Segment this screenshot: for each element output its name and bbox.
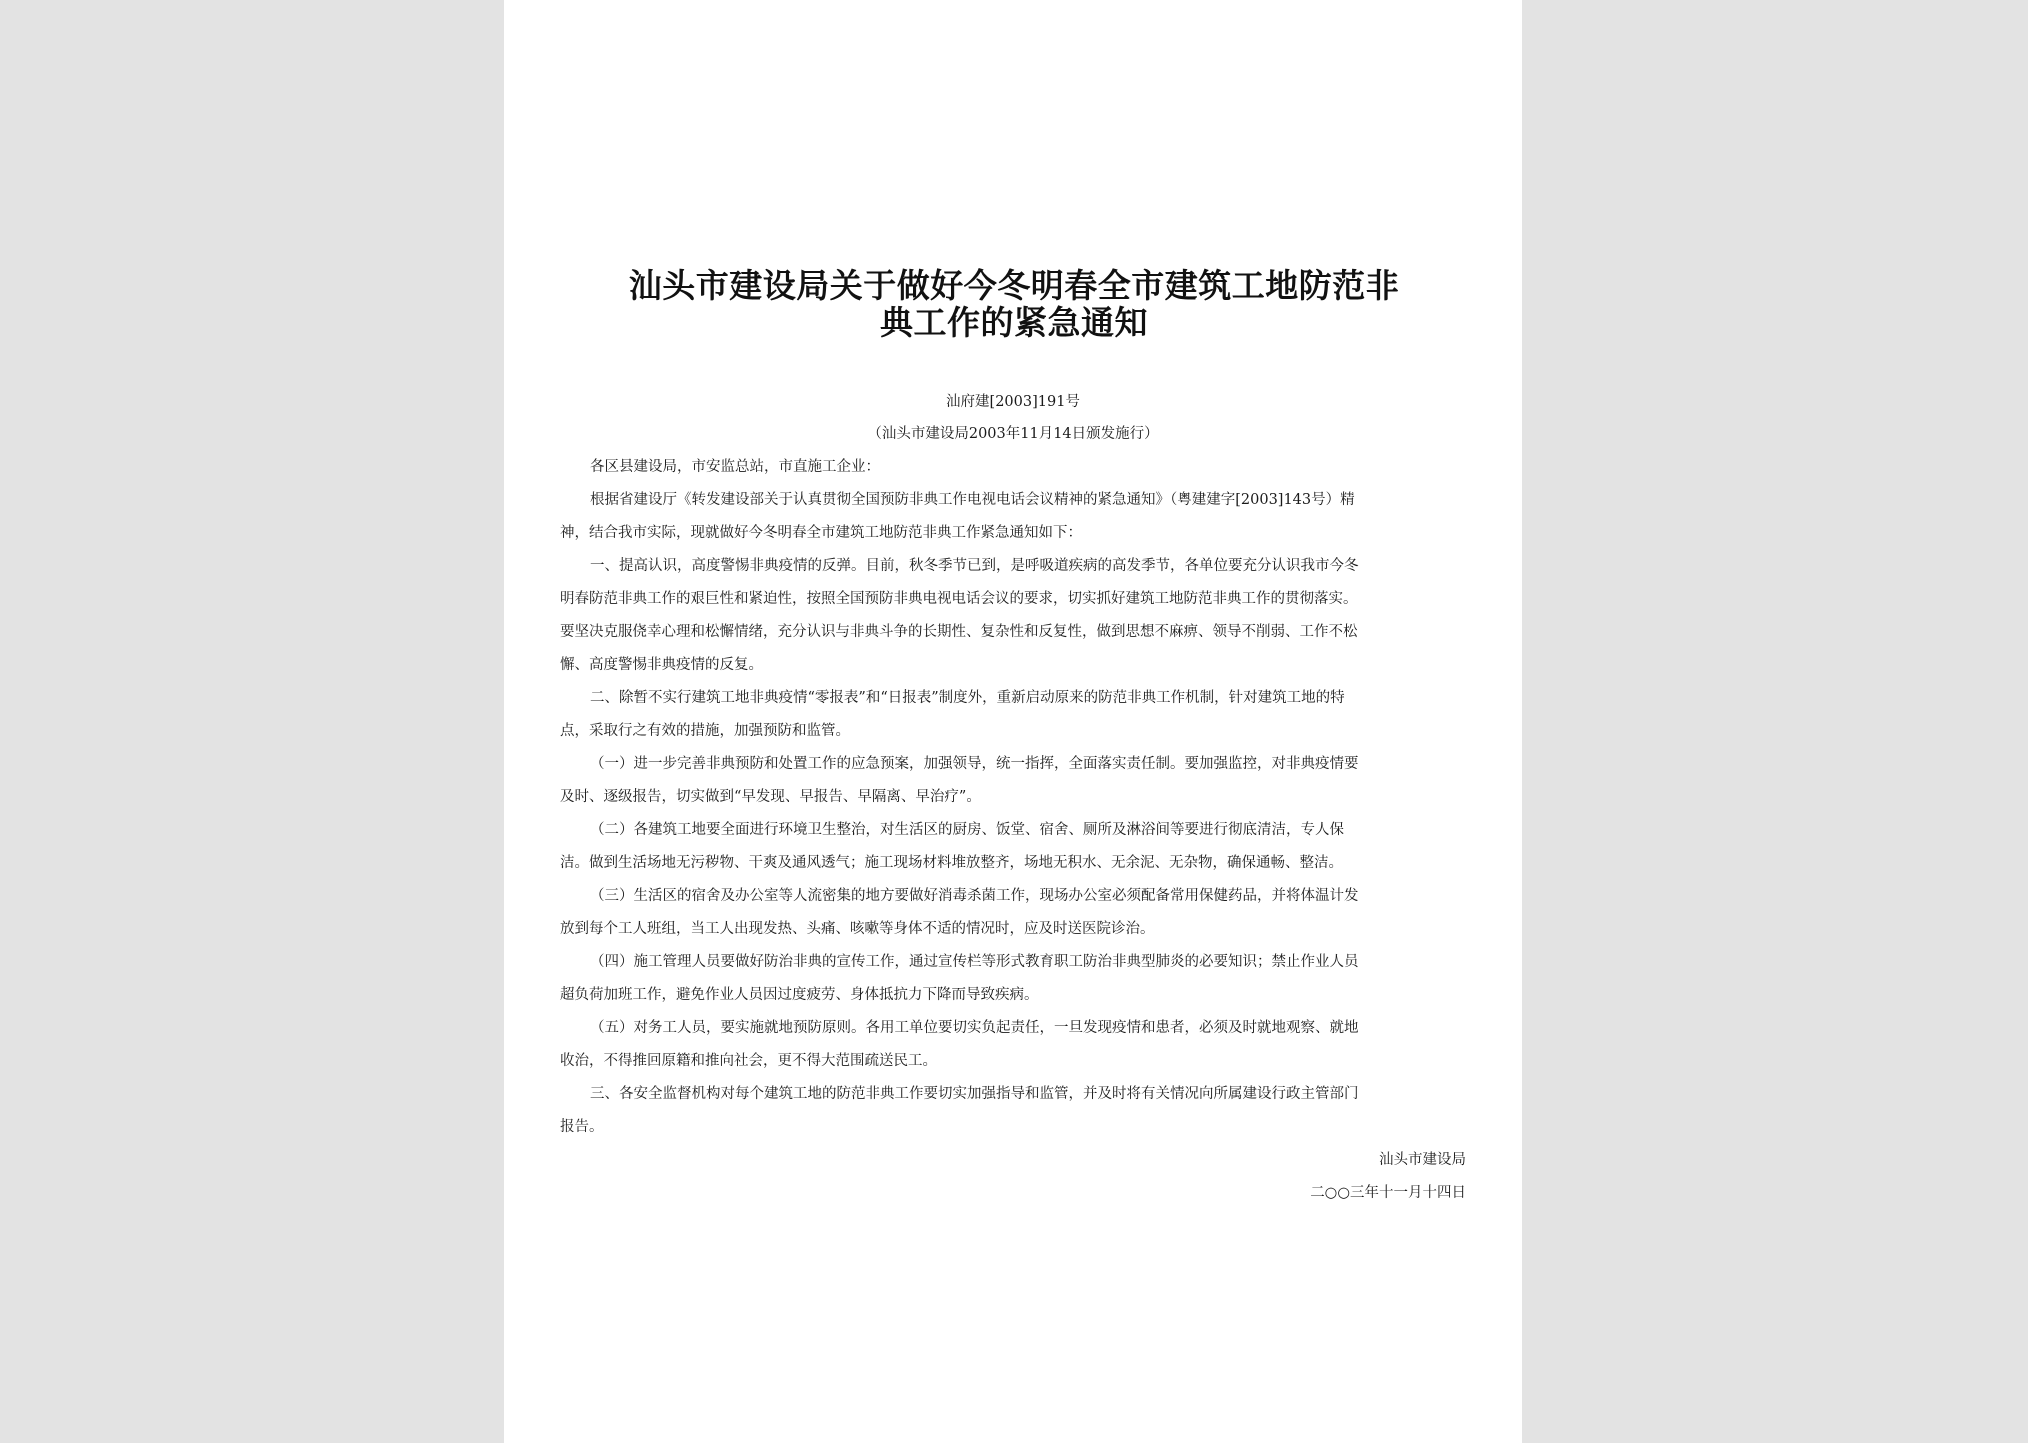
body-line: 报告。 <box>560 1119 604 1135</box>
signature: 汕头市建设局 <box>1379 1152 1466 1168</box>
body-line: 超负荷加班工作，避免作业人员因过度疲劳、身体抵抗力下降而导致疾病。 <box>560 987 1039 1003</box>
body-line: 神，结合我市实际，现就做好今冬明春全市建筑工地防范非典工作紧急通知如下： <box>560 525 1082 541</box>
document-title-line-2: 典工作的紧急通知 <box>880 303 1148 342</box>
body-line: 收治，不得推回原籍和推向社会，更不得大范围疏送民工。 <box>560 1053 937 1069</box>
document-page <box>504 0 1522 1443</box>
body-line: （一）进一步完善非典预防和处置工作的应急预案，加强领导，统一指挥，全面落实责任制。要加强监控，对非典疫情要 <box>590 756 1359 772</box>
document-date: 二○○三年十一月十四日 <box>1310 1185 1466 1201</box>
addressee-line: 各区县建设局，市安监总站，市直施工企业： <box>590 459 880 475</box>
body-line: 点，采取行之有效的措施，加强预防和监管。 <box>560 723 850 739</box>
body-line: 要坚决克服侥幸心理和松懈情绪，充分认识与非典斗争的长期性、复杂性和反复性，做到思想不麻痹、领导不削弱、工作不松 <box>560 624 1358 640</box>
issue-note: （汕头市建设局2003年11月14日颁发施行） <box>867 426 1159 442</box>
body-line: 及时、逐级报告，切实做到“早发现、早报告、早隔离、早治疗”。 <box>560 789 981 805</box>
body-line: 根据省建设厅《转发建设部关于认真贯彻全国预防非典工作电视电话会议精神的紧急通知》（粤建建字[2003]143号）精 <box>590 492 1355 508</box>
body-line: 懈、高度警惕非典疫情的反复。 <box>560 657 763 673</box>
body-line: 洁。做到生活场地无污秽物、干爽及通风透气；施工现场材料堆放整齐，场地无积水、无余泥、无杂物，确保通畅、整洁。 <box>560 855 1343 871</box>
body-line: （三）生活区的宿舍及办公室等人流密集的地方要做好消毒杀菌工作，现场办公室必须配备常用保健药品，并将体温计发 <box>590 888 1359 904</box>
body-line: 三、各安全监督机构对每个建筑工地的防范非典工作要切实加强指导和监管，并及时将有关情况向所属建设行政主管部门 <box>590 1086 1359 1102</box>
body-line: 二、除暂不实行建筑工地非典疫情“零报表”和“日报表”制度外，重新启动原来的防范非典工作机制，针对建筑工地的特 <box>590 690 1345 706</box>
body-line: 放到每个工人班组，当工人出现发热、头痛、咳嗽等身体不适的情况时，应及时送医院诊治。 <box>560 921 1155 937</box>
body-line: （四）施工管理人员要做好防治非典的宣传工作，通过宣传栏等形式教育职工防治非典型肺炎的必要知识；禁止作业人员 <box>590 954 1359 970</box>
body-line: 明春防范非典工作的艰巨性和紧迫性，按照全国预防非典电视电话会议的要求，切实抓好建筑工地防范非典工作的贯彻落实。 <box>560 591 1358 607</box>
document-number: 汕府建[2003]191号 <box>946 394 1080 410</box>
body-line: （二）各建筑工地要全面进行环境卫生整治，对生活区的厨房、饭堂、宿舍、厕所及淋浴间等要进行彻底清洁，专人保 <box>590 822 1344 838</box>
body-line: （五）对务工人员，要实施就地预防原则。各用工单位要切实负起责任，一旦发现疫情和患者，必须及时就地观察、就地 <box>590 1020 1359 1036</box>
document-title-line-1: 汕头市建设局关于做好今冬明春全市建筑工地防范非 <box>628 266 1400 305</box>
body-line: 一、提高认识，高度警惕非典疫情的反弹。目前，秋冬季节已到，是呼吸道疾病的高发季节，各单位要充分认识我市今冬 <box>590 558 1359 574</box>
